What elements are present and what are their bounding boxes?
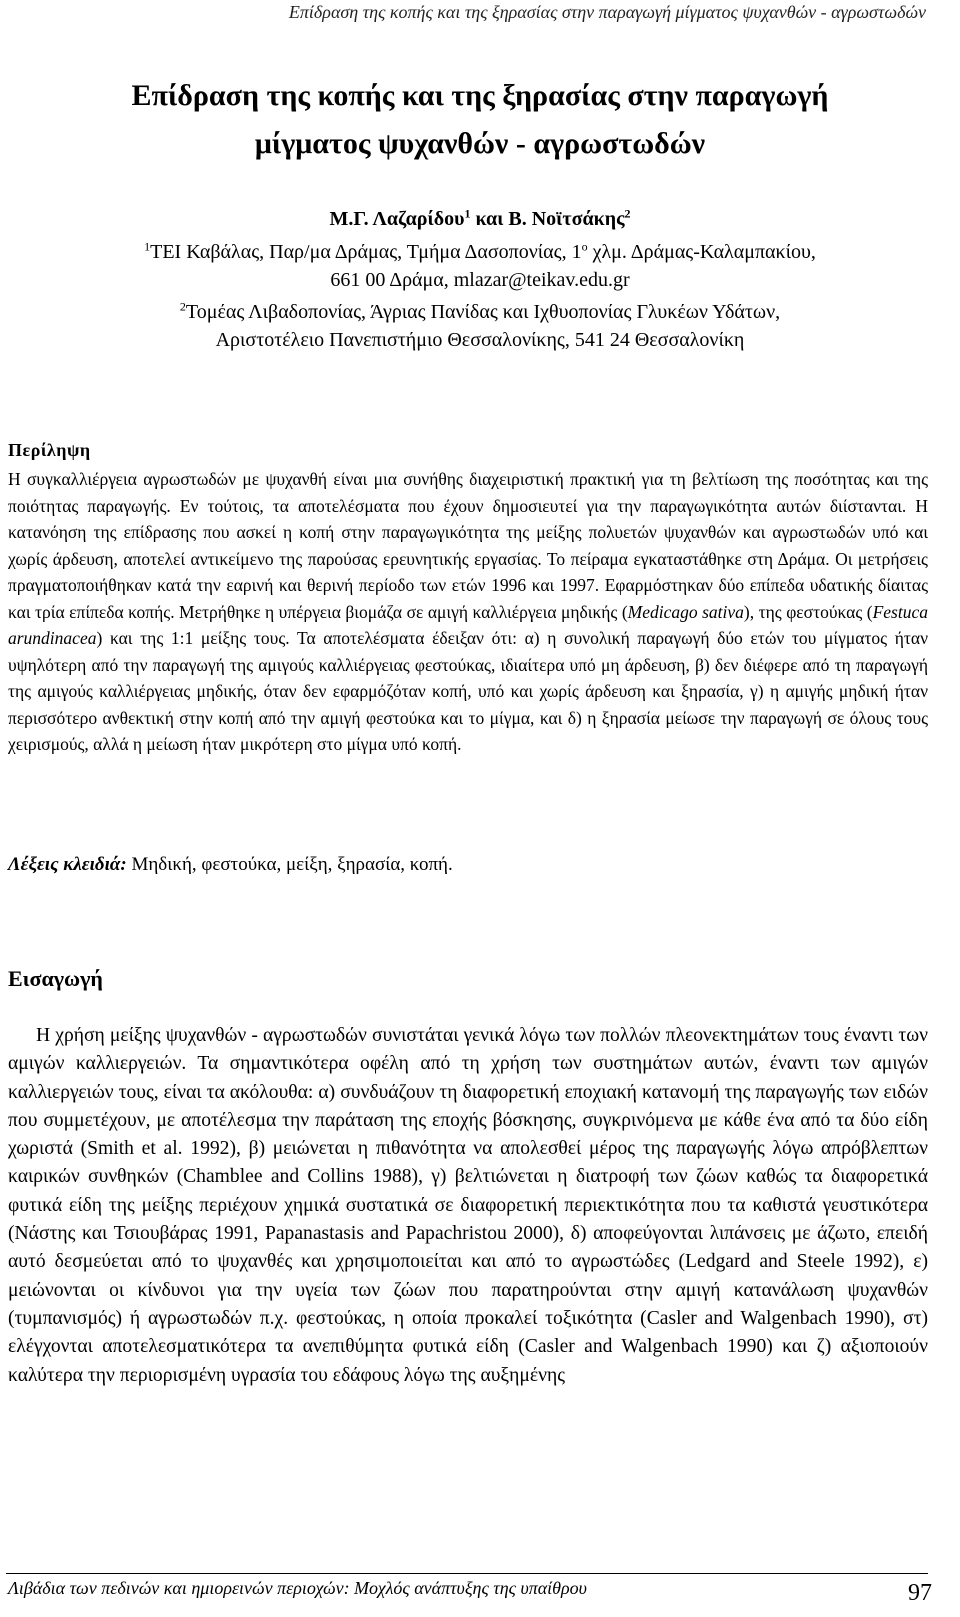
abstract-text-1: Η συγκαλλιέργεια αγρωστωδών με ψυχανθή είναι μια συνήθης διαχειριστική πρακτική για τη βελτίωση της ποσότητας και της ποιότητας παραγωγής. Εν τούτοις, τα αποτελέσματα που έχουν δημοσιευτεί για την παραγωγικότητα αυτών διίστανται. Η κατανόηση της επίδρασης που ασκεί η κοπή στην παραγωγικότητα της μείξης πολυετών ψυχανθών και αγρωστωδών υπό και χωρίς άρδευση, αποτελεί αντικείμενο της παρούσας ερευνητικής εργασίας. Το πείραμα εγκαταστάθηκε στη Δράμα. Οι μετρήσεις πραγματοποιήθηκαν κατά την εαρινή και θερινή περίοδο των ετών 1996 και 1997. Εφαρμόστηκαν δύο επίπεδα υδατικής δίαιτας και τρία επίπεδα κοπής. Μετρήθηκε η υπέργεια βιομάζα σε αμιγή καλλιέργεια μηδικής (: [8, 469, 928, 622]
affiliation-2-line-1: [0, 298, 960, 326]
ordinal-mark: ο: [581, 239, 588, 254]
title-line-2: μίγματος ψυχανθών - αγρωστωδών: [254, 127, 706, 160]
affiliation-2-mark: 2: [179, 299, 186, 314]
keywords: [8, 852, 928, 878]
author-1-affiliation-mark: 1: [464, 206, 471, 221]
author-joiner: και: [470, 208, 509, 230]
affiliation-2-text: Τομέας Λιβαδοπονίας, Άγριας Πανίδας και Ιχθυοπονίας Γλυκέων Υδάτων,: [185, 301, 781, 323]
affiliation-1: [0, 238, 960, 294]
affiliation-1-text-b: χλμ. Δράμας-Καλαμπακίου,: [587, 241, 816, 263]
paper-title: [0, 72, 960, 168]
footer-rule: [6, 1573, 928, 1574]
introduction-text: Η χρήση μείξης ψυχανθών - αγρωστωδών συνιστάται γενικά λόγω των πολλών πλεονεκτημάτων τους έναντι των αμιγών καλλιεργειών. Τα σημαντικότερα οφέλη από τη χρήση των συστημάτων αυτών, έναντι των αμιγών καλλιεργειών τους, είναι τα ακόλουθα: α) συνδυάζουν τη διαφορετική εποχιακή κατανομή της παραγωγής των ειδών που συμμετέχουν, με αποτέλεσμα την παράταση της εποχής βόσκησης, συγκρινόμενα με κάθε ένα από τα δύο είδη χωριστά (Smith et al. 1992), β) μειώνεται η πιθανότητα να απολεσθεί μέρος της παραγωγής λόγω απρόβλεπτων καιρικών συνθηκών (Chamblee and Collins 1988), γ) βελτιώνεται η διατροφή των ζώων καθώς τα διαφορετικά φυτικά είδη της μείξης περιέχουν χημικά συστατικά σε διαφορετική περιεκτικότητα που τα καθιστά γευστικότερα (Νάστης και Τσιουβάρας 1991, Papanastasis and Papachristou 2000), δ) αποφεύγονται λιπάνσεις με άζωτο, επειδή αυτό δεσμεύεται από το ψυχανθές και χρησιμοποιείται και από το αγρωστώδες (Ledgard and Steele 1992), ε) μειώνονται οι κίνδυνοι για την υγεία των ζώων που παρατηρούνται στην αμιγή κατανάλωση ψυχανθών (τυμπανισμός) ή αγρωστωδών π.χ. φεστούκας, η οποία προκαλεί τοξικότητα (Casler and Walgenbach 1990), στ) ελέγχονται αποτελεσματικότερα τα ανεπιθύμητα φυτικά είδη (Casler and Walgenbach 1990) και ζ) αξιοποιούν καλύτερα την περιορισμένη υγρασία του εδάφους λόγω της αυξημένης: [8, 1025, 928, 1386]
author-list: [0, 206, 960, 232]
affiliation-1-line-1: [0, 238, 960, 266]
abstract-text-2: ), της φεστούκας (: [743, 601, 873, 622]
introduction-body: [8, 1022, 928, 1390]
species-name-festuca: Festuca arundinacea: [8, 601, 928, 648]
running-header: Επίδραση της κοπής και της ξηρασίας στην παραγωγή μίγματος ψυχανθών - αγρωστωδών: [288, 2, 926, 22]
affiliation-2: [0, 298, 960, 354]
abstract-heading: Περίληψη: [8, 440, 91, 460]
author-2: Β. Νοϊτσάκης: [508, 208, 625, 230]
affiliation-1-mark: 1: [144, 239, 151, 254]
footer-text: Λιβάδια των πεδινών και ημιορεινών περιοχών: Μοχλός ανάπτυξης της υπαίθρου: [8, 1578, 587, 1598]
species-name-medicago: Medicago sativa: [627, 601, 744, 622]
page-number: 97: [908, 1580, 932, 1606]
author-1: Μ.Γ. Λαζαρίδου: [329, 208, 465, 230]
abstract-text-3: ) και της 1:1 μείξης τους. Τα αποτελέσματα έδειξαν ότι: α) η συνολική παραγωγή δύο ετών του μίγματος ήταν υψηλότερη από την παραγωγή της αμιγούς καλλιέργειας φεστούκας, ιδιαίτερα υπό μη άρδευση, β) δεν διέφερε από τη παραγωγή της αμιγούς καλλιέργειας μηδικής, όταν δεν εφαρμόζόταν κοπή, υπό και χωρίς άρδευση και ξηρασία, γ) η αμιγής μηδική ήταν περισσότερο ανθεκτική στην κοπή από την αμιγή φεστούκα και το μίγμα, και δ) η ξηρασία μείωσε την παραγωγή σε όλους τους χειρισμούς, αλλά η μείωση ήταν μικρότερη στο μίγμα υπό κοπή.: [8, 628, 928, 754]
title-line-1: Επίδραση της κοπής και της ξηρασίας στην παραγωγή: [131, 79, 829, 112]
affiliation-2-line-2: Αριστοτέλειο Πανεπιστήμιο Θεσσαλονίκης, 541 24 Θεσσαλονίκη: [215, 329, 745, 351]
introduction-heading: Εισαγωγή: [8, 966, 103, 991]
keywords-text: Μηδική, φεστούκα, μείξη, ξηρασία, κοπή.: [126, 854, 453, 875]
affiliation-1-text-a: ΤΕΙ Καβάλας, Παρ/μα Δράμας, Τμήμα Δασοπονίας, 1: [150, 241, 582, 263]
abstract-body: [8, 466, 928, 758]
keywords-label: Λέξεις κλειδιά:: [8, 854, 127, 875]
author-2-affiliation-mark: 2: [624, 206, 631, 221]
affiliation-1-line-2: 661 00 Δράμα, mlazar@teikav.edu.gr: [330, 269, 630, 291]
